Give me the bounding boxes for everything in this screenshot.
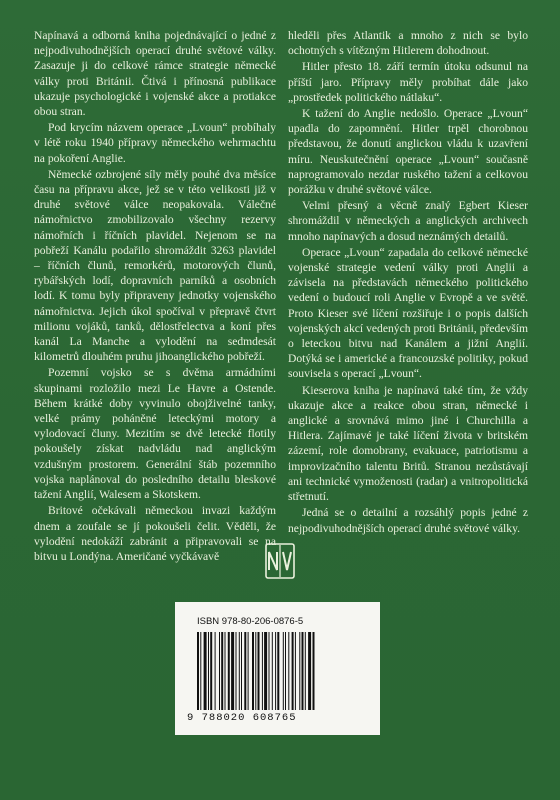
isbn-label: ISBN 978-80-206-0876-5: [197, 616, 304, 627]
blurb-left-column: [34, 28, 276, 565]
blurb-paragraph: Kieserova kniha je napínavá také tím, že vždy ukazuje akce a reakce obou stran, německé i anglické a srovnává mimo jiné i Churchilla a Hitlera. Zajímavé je také líčení života v britském zázemí, role domobrany, evakuace, patriotismu a improvizačního talentu Britů. Stranou nezůstávají ani technické vymoženosti (radar) a vnitropolitická střetnutí.: [288, 383, 528, 504]
blurb-paragraph: Hitler přesto 18. září termín útoku odsunul na příští jaro. Přípravy měly probíhat dále jako „prostředek politického nátlaku“.: [288, 60, 528, 104]
ean-digits: 9 788020 608765: [187, 712, 297, 724]
barcode: [197, 632, 357, 710]
blurb-paragraph: Velmi přesný a věcně znalý Egbert Kieser shromáždil v německých a anglických archivech mnoho napínavých a dosud neznámých detailů.: [288, 199, 528, 243]
blurb-paragraph: Operace „Lvoun“ zapadala do celkové německé vojenské strategie vedení války proti Anglii a závisela na představách německého politického vedení o budoucí roli Anglie v Evropě a ve světě. Proto Kieser své líčení rozšiřuje i o popis dalších vojenských akcí vedených proti Británii, především o leteckou bitvu nad Kanálem a jižní Anglií. Dotýká se i americké a francouzské politiky, pokud souvisela s operací „Lvoun“.: [288, 245, 528, 381]
blurb-paragraph: hleděli přes Atlantik a mnoho z nich se bylo ochotných s vítězným Hitlerem dohodnout.: [288, 29, 528, 58]
publisher-logo: [265, 543, 295, 579]
barcode-panel: [175, 602, 380, 735]
blurb-paragraph: Jedná se o detailní a rozsáhlý popis jedné z nejpodivuhodnějších operací druhé světové války.: [288, 506, 528, 535]
blurb-paragraph: Britové očekávali německou invazi každým dnem a zoufale se jí pokoušeli čelit. Věděli, že vylodění nedokáží zabránit a připravovali se na bitvu u Londýna. Američané vyčkávavě: [34, 504, 276, 563]
blurb-paragraph: Německé ozbrojené síly měly pouhé dva měsíce času na přípravu akce, jež se v této velikosti již v druhé světové válce neopakovala. Válečné námořnictvo zmobilizovalo všechny rezervy námořních i říčních plavidel. Nejenom se na pobřeží Kanálu podařilo shromáždit 3263 plavidel – říčních člunů, remorkérů, motorových člunů, rybářských lodí, dopravních parníků a osobních lodí. K tomu byly připraveny jednotky vojenského námořnictva. Jejich úkol spočíval v přepravě čtvrt milionu vojáků, tanků, dělostřelectva a koní přes kanál La Manche a vylodění na sedmdesát kilometrů dlouhém pruhu jihoanglického pobřeží.: [34, 167, 276, 364]
blurb-paragraph: Pozemní vojsko se s dvěma armádními skupinami rozložilo mezi Le Havre a Ostende. Během krátké doby vyvinulo obojživelné tanky, velké prámy poháněné leteckými motory a vylodovací čluny. Mezitím se dvě letecké flotily pokoušely získat nadvládu nad anglickým vzdušným prostorem. Generální štáb pozemního vojska naplánoval do posledního detailu bleskové tažení Anglií, Walesem a Skotskem.: [34, 366, 276, 502]
blurb-right-column: [288, 28, 528, 537]
blurb-paragraph: Napínavá a odborná kniha pojednávající o jedné z nejpodivuhodnějších operací druhé světové války. Zasazuje ji do celkové rámce strategie německé války proti Británii. Čtivá i přínosná publikace ukazuje psychologické i vojenské akce a protiakce obou stran.: [34, 29, 276, 119]
blurb-paragraph: K tažení do Anglie nedošlo. Operace „Lvoun“ upadla do zapomnění. Hitler trpěl chorobnou představou, že donutí anglickou vládu k uzavření míru. Neuskutečnění operace „Lvoun“ současně naprogramovalo nezdar ruského tažení a celkovou porážku v druhé světové válce.: [288, 107, 528, 197]
blurb-paragraph: Pod krycím názvem operace „Lvoun“ probíhaly v létě roku 1940 přípravy německého wehrmachtu na pokoření Anglie.: [34, 121, 276, 165]
